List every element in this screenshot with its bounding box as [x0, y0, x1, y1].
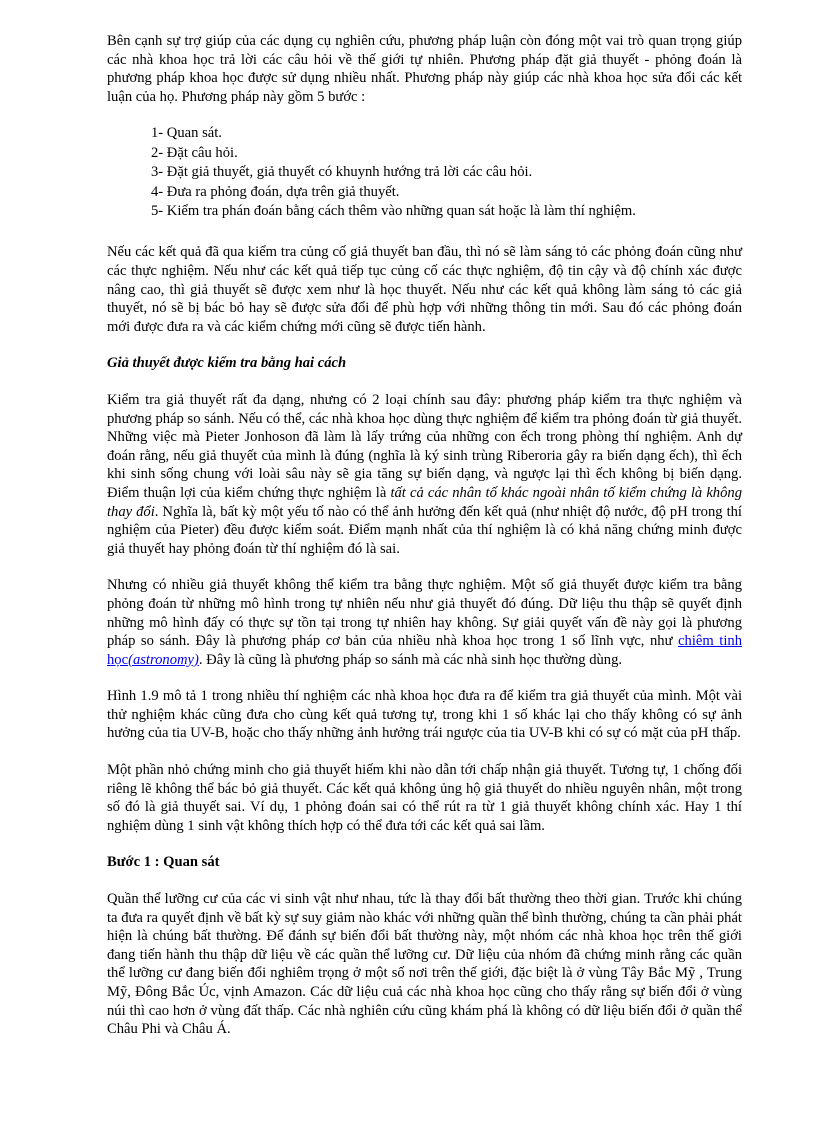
evidence-paragraph: Một phần nhỏ chứng minh cho giả thuyết hiếm khi nào dẫn tới chấp nhận giả thuyết. Tương tự, 1 chống đối riêng lẽ không thể bác bỏ giả thuyết. Các kết quả không ủng hộ giả thuyết do nhiều nguyên nhân, một trong số đó là giả thuyết sai. Ví dụ, 1 phỏng đoán sai có thể rút ra từ 1 giả thuyết không chính xác. Hay 1 thí nghiệm dùng 1 sinh vật không thích hợp có thể đưa tới các kết quả sai lầm.: [107, 762, 742, 834]
list-item: 2- Đặt câu hỏi.: [151, 144, 238, 161]
list-item: 1- Quan sát.: [151, 125, 222, 142]
paragraph-text: Kiểm tra giả thuyết rất đa dạng, nhưng có 2 loại chính sau đây: phương pháp kiểm tra thực nghiệm và phương pháp so sánh. Nếu có thể, các nhà khoa học dùng thực nghiệm để kiểm tra phỏng đoán từ giả thuyết. Những việc mà Pieter Jonhoson đã làm là lấy trứng của những con ếch trong phòng thí nghiệm. Anh dự đoán rằng, nếu giả thuyết của mình là đúng (nghĩa là ký sinh trùng Riberoria gây ra biến dạng ếch), thì ếch khi sinh sống chung với loài sâu này sẽ gia tăng sự biến dạng, và ngược lại thì ếch không bị biến dạng. Điểm thuận lợi của kiểm chứng thực nghiệm là: [107, 391, 742, 501]
figure-paragraph: Hình 1.9 mô tả 1 trong nhiều thí nghiệm các nhà khoa học đưa ra để kiểm tra giả thuyết của mình. Một vài thử nghiệm khác cũng đưa cho cùng kết quả tương tự, trong khi 1 số khác lại cho thấy không có sự ảnh hưởng của tia UV-B, hoặc cho thấy những ảnh hưởng trái ngược của tia UV-B khi có sự có mặt của pH thấp.: [107, 688, 742, 742]
list-item: 3- Đặt giả thuyết, giả thuyết có khuynh hướng trả lời các câu hỏi.: [151, 164, 533, 181]
link-text: chiêm tinh học: [107, 633, 743, 668]
paragraph-text: . Đây là cũng là phương pháp so sánh mà các nhà sinh học thường dùng.: [198, 651, 623, 668]
experiment-paragraph: [107, 391, 742, 558]
results-paragraph: Nếu các kết quả đã qua kiểm tra củng cố giả thuyết ban đầu, thì nó sẽ làm sáng tỏ các phỏng đoán cũng như các thực nghiệm. Nếu như các kết quả tiếp tục củng cố các thực nghiệm, độ tin cậy và độ chính xác được nâng cao, thì giả thuyết sẽ được xem như là học thuyết. Nếu như các kết quả không làm sáng tỏ các giả thuyết, nó sẽ bị bác bỏ hay sẽ được sửa đổi để phù hợp với những thông tin mới. Sau đó các phỏng đoán mới được đưa ra và các kiểm chứng mới cũng sẽ được tiến hành.: [107, 244, 742, 335]
document-page: [107, 32, 742, 1057]
paragraph-text: Nhưng có nhiều giả thuyết không thể kiểm tra bằng thực nghiệm. Một số giả thuyết được kiểm tra bằng phỏng đoán từ những mô hình trong tự nhiên nếu như giả thuyết đó đúng. Dữ liệu thu thập sẽ quyết định những mô hình đấy có thực sự tồn tại trong tự nhiên hay không. Sự giải quyết vấn đề này gọi là phương pháp so sánh. Đây là phương pháp cơ bản của nhiều nhà khoa học trong 1 số lĩnh vực, như: [107, 577, 742, 650]
link-italic-text: (astronomy): [128, 651, 199, 668]
italic-phrase: tất cả các nhân tố khác ngoài nhân tố kiểm chứng là không thay đổi: [107, 484, 742, 520]
intro-paragraph: Bên cạnh sự trợ giúp của các dụng cụ nghiên cứu, phương pháp luận còn đóng một vai trò quan trọng giúp các nhà khoa học trả lời các câu hỏi về thế giới tự nhiên. Phương pháp đặt giả thuyết - phỏng đoán là phương pháp khoa học được sử dụng nhiều nhất. Phương pháp này giúp các nhà khoa học sửa đổi các kết luận của họ. Phương pháp này gồm 5 bước :: [107, 33, 742, 105]
paragraph-text: . Nghĩa là, bất kỳ một yếu tố nào có thể ảnh hưởng đến kết quả (như nhiệt độ nước, độ pH trong thí nghiệm của Pieter) đều được kiểm soát. Điểm mạnh nhất của thí nghiệm là có khả năng chứng minh được giả thuyết hay phỏng đoán từ thí nghiệm đó là sai.: [107, 503, 742, 557]
section-heading-step1: Bước 1 : Quan sát: [107, 854, 220, 871]
section-heading-testing: Giả thuyết được kiểm tra bằng hai cách: [107, 355, 347, 372]
comparison-paragraph: [107, 576, 742, 669]
list-item: 5- Kiểm tra phán đoán bằng cách thêm vào những quan sát hoặc là làm thí nghiệm.: [151, 203, 636, 219]
list-item: 4- Đưa ra phỏng đoán, dựa trên giả thuyết.: [151, 183, 400, 200]
observation-paragraph: Quần thể lưỡng cư của các vi sinh vật như nhau, tức là thay đổi bất thường theo thời gian. Trước khi chúng ta đưa ra quyết định về bất kỳ sự suy giảm nào khác với những quần thể bình thường, chúng ta cần phải phát hiện là chúng bất thường. Để đánh sự biến đổi bất thường này, một nhóm các nhà khoa học trên thế giới đang tiến hành thu thập dữ liệu về các quần thể lưỡng cư. Dữ liệu của nhóm đã chứng minh rằng các quần thể lưỡng cư đang biến đổi nghiêm trọng ở một số nơi trên thế giới, đặc biệt là ở vùng Tây Bắc Mỹ , Trung Mỹ, Đông Bắc Úc, vịnh Amazon. Các dữ liệu cuả các nhà khoa học cũng cho thấy rằng sự biến đổi ở vùng núi thì cao hơn ở vùng đất thấp. Các nhà nghiên cứu cũng khám phá là không có dữ liệu biến đổi ở quần thể Châu Phi và Châu Á.: [107, 891, 742, 1038]
steps-list: [107, 124, 742, 221]
